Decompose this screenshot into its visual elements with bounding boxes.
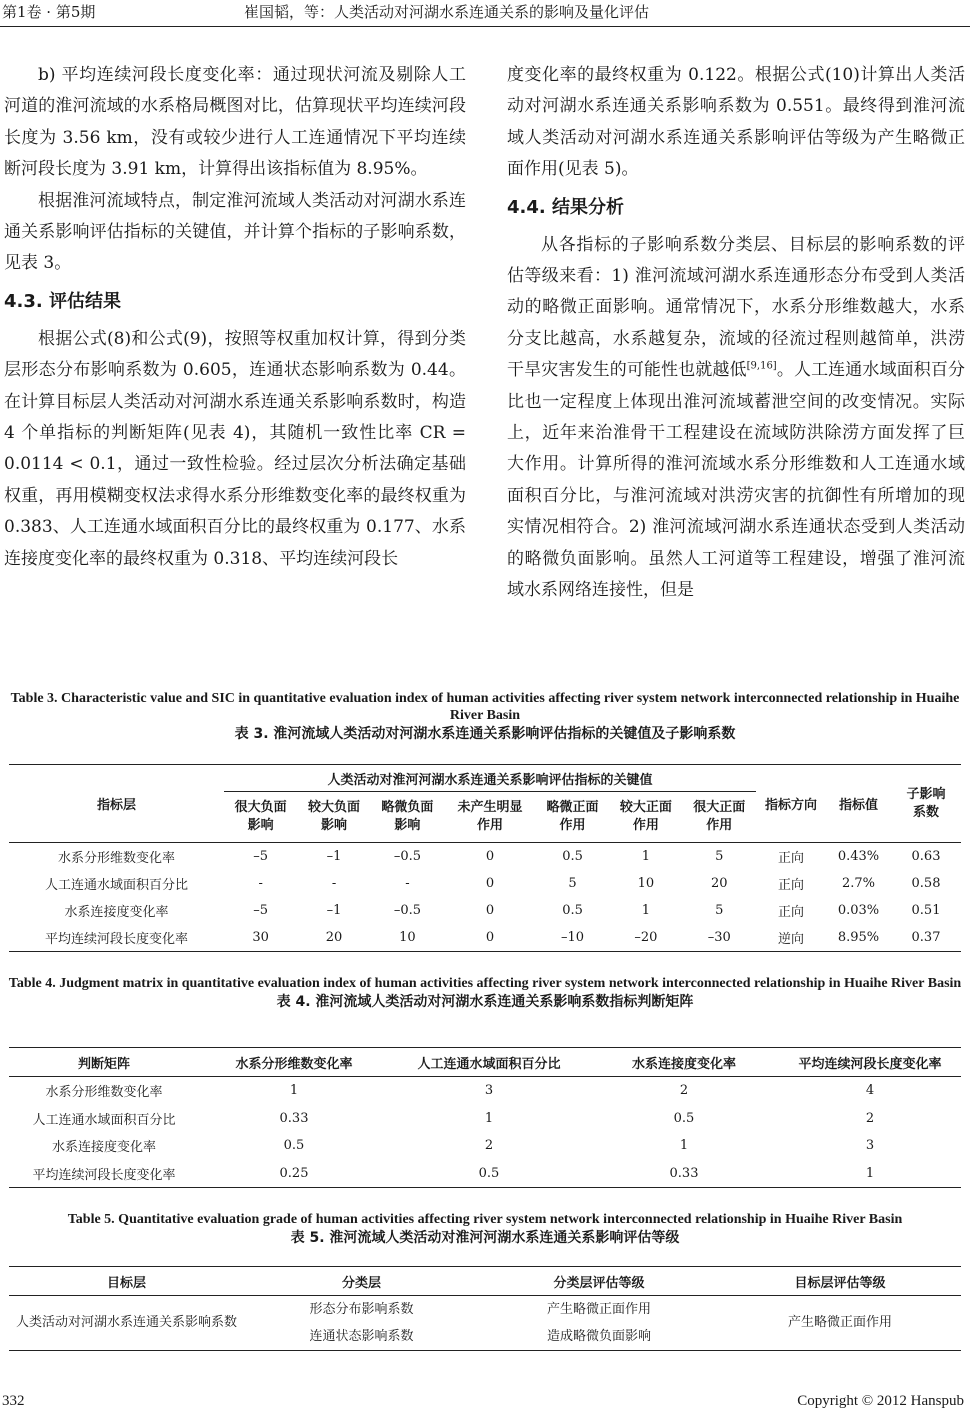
table-cell: 0.51: [911, 903, 941, 918]
table-cell: 正向: [777, 878, 804, 893]
table-row: [9, 870, 961, 897]
column-header: 分类层: [244, 1267, 479, 1296]
table-row: [9, 897, 961, 924]
row-label: 人工连通水域面积百分比: [44, 878, 188, 893]
table-cell: -: [258, 876, 263, 891]
header-grade: 很大正面 作用: [683, 792, 756, 843]
table-row: [9, 1105, 961, 1133]
table-cell: –5: [253, 849, 269, 864]
table-cell: 0.5: [562, 849, 583, 864]
header-value: 指标值: [826, 765, 891, 843]
table-cell: 5: [568, 876, 577, 891]
running-header: [0, 0, 970, 27]
column-header: 目标层: [9, 1267, 244, 1296]
table4-caption: Table 4. Judgment matrix in quantitative evaluation index of human activities affecting river system network interconnected relationship in Huaihe River Basin 表 4. 淮河流域人类活动对河湖水系连通关系影响系数指标判断矩阵: [8, 976, 962, 1010]
table-cell: –1: [326, 849, 342, 864]
section-heading-4-4: 4.4. 结果分析: [507, 196, 624, 218]
table-cell: 造成略微负面影响: [546, 1328, 651, 1344]
table-cell: 0.25: [279, 1165, 309, 1181]
table-cell: –30: [707, 930, 731, 945]
table-cell: 0: [485, 876, 495, 891]
left-column: [4, 60, 466, 575]
table-cell: 20: [325, 930, 343, 945]
table-cell: 8.95%: [837, 930, 880, 945]
table-cell: 1: [289, 1083, 299, 1099]
table-cell: –5: [253, 903, 269, 918]
table-cell: 1: [484, 1110, 494, 1126]
header-key-values: 人类活动对淮河河湖水系连通关系影响评估指标的关键值: [224, 765, 756, 792]
table-cell: 0.03%: [837, 903, 880, 918]
table-cell: 1: [679, 1138, 689, 1154]
table-cell: 2: [679, 1083, 689, 1099]
table3-caption: Table 3. Characteristic value and SIC in quantitative evaluation index of human activities affecting river system network interconnected relationship in Huaihe River Basin 表 3. 淮河流域人类活动对河湖水系连通关系影响评估指标的关键值及子影响系数: [10, 691, 960, 742]
table-cell: 0: [485, 849, 495, 864]
table-cell: 1: [641, 903, 651, 918]
table-row: [9, 1296, 961, 1324]
table-cell: 0.33: [669, 1165, 699, 1181]
header-sic: 子影响 系数: [891, 765, 961, 843]
table-cell: 2.7%: [841, 876, 876, 891]
table-cell: 30: [252, 930, 269, 945]
header-grade: 略微正面 作用: [536, 792, 609, 843]
target-grade-cell: 产生略微正面作用: [787, 1315, 892, 1330]
column-header: 平均连续河段长度变化率: [779, 1048, 961, 1077]
header-grade: 略微负面 影响: [371, 792, 444, 843]
target-layer-cell: 人类活动对河湖水系连通关系影响系数: [15, 1315, 237, 1330]
column-header: 水系连接度变化率: [589, 1048, 779, 1077]
row-label: 水系分形维数变化率: [57, 851, 175, 866]
table-cell: –0.5: [393, 849, 422, 864]
column-header: 水系分形维数变化率: [199, 1048, 389, 1077]
header-grade: 较大负面 影响: [297, 792, 370, 843]
table-row: [9, 1132, 961, 1160]
table-cell: –1: [326, 903, 342, 918]
volume-issue: 第1卷 · 第5期: [2, 3, 96, 21]
header-grade: 较大正面 作用: [609, 792, 682, 843]
copyright: Copyright © 2012 Hanspub: [797, 1393, 964, 1409]
row-label: 平均连续河段长度变化率: [44, 932, 188, 947]
table-5: [9, 1266, 961, 1351]
table-4: [9, 1047, 961, 1188]
table-cell: 正向: [777, 905, 804, 920]
table-cell: 0.5: [478, 1165, 500, 1181]
table-cell: 0.5: [562, 903, 583, 918]
right-column: [507, 60, 965, 607]
table-cell: 4: [865, 1083, 875, 1099]
paragraph: b) 平均连续河段长度变化率：通过现状河流及剔除人工河道的淮河流域的水系格局概图对比，估算现状平均连续河段长度为 3.56 km，没有或较少进行人工连通情况下平均连续断河段长度为 3.91 km，计算得出该指标值为 8.95%。: [4, 65, 466, 180]
table-cell: 逆向: [777, 932, 804, 947]
paragraph: 从各指标的子影响系数分类层、目标层的影响系数的评估等级来看：1) 淮河流域河湖水系连通形态分布受到人类活动的略微正面影响。通常情况下，水系分形维数越大，水系分支比越高，水系越复杂，流域的径流过程则越简单，洪涝干旱灾害发生的可能性也就越低[9,16]。人工连通水域面积百分比也一定程度上体现出淮河流域蓄泄空间的改变情况。实际上，近年来治淮骨干工程建设在流域防洪除涝方面发挥了巨大作用。计算所得的淮河流域水系分形维数和人工连通水域面积百分比，与淮河流域对洪涝灾害的抗御性有所增加的现实情况相符合。2) 淮河流域河湖水系连通状态受到人类活动的略微负面影响。虽然人工河道等工程建设，增强了淮河流域水系网络连接性，但是: [507, 234, 966, 601]
table-row: [9, 1077, 961, 1105]
section-heading-4-3: 4.3. 评估结果: [4, 290, 121, 312]
header-grade: 很大负面 影响: [224, 792, 297, 843]
table-cell: 1: [641, 849, 651, 864]
table-cell: 0.37: [911, 930, 941, 945]
table-cell: 形态分布影响系数: [309, 1301, 414, 1317]
table-cell: 1: [865, 1165, 875, 1181]
table-cell: 产生略微正面作用: [546, 1301, 651, 1317]
row-label: 人工连通水域面积百分比: [32, 1112, 176, 1128]
table-3: [9, 764, 961, 952]
row-label: 水系连接度变化率: [51, 1140, 156, 1156]
table-cell: 0: [485, 930, 495, 945]
table-row: [9, 1160, 961, 1188]
table-cell: 连通状态影响系数: [309, 1328, 414, 1344]
table-row: [9, 843, 961, 871]
header-grade: 未产生明显 作用: [444, 792, 536, 843]
header-index-layer: 指标层: [9, 765, 224, 843]
table-cell: 0.58: [911, 876, 941, 891]
table-cell: 0.5: [283, 1138, 305, 1154]
table5-caption: Table 5. Quantitative evaluation grade of human activities affecting river system network interconnected relationship in Huaihe River Basin 表 5. 淮河流域人类活动对淮河河湖水系连通关系影响评估等级: [67, 1212, 903, 1246]
table-cell: 5: [715, 903, 724, 918]
column-header: 分类层评估等级: [479, 1267, 719, 1296]
table-cell: 20: [711, 876, 728, 891]
table-row: [9, 924, 961, 952]
table-cell: 10: [637, 876, 655, 891]
row-label: 水系连接度变化率: [64, 905, 169, 920]
header-direction: 指标方向: [756, 765, 826, 843]
paragraph: 根据淮河流域特点，制定淮河流域人类活动对河湖水系连通关系影响评估指标的关键值，并计算个指标的子影响系数，见表 3。: [4, 190, 466, 274]
table-cell: 10: [399, 930, 416, 945]
table-cell: -: [331, 876, 337, 891]
table-cell: 3: [865, 1138, 875, 1154]
paragraph: 度变化率的最终权重为 0.122。根据公式(10)计算出人类活动对河湖水系连通关系影响系数为 0.551。最终得到淮河流域人类活动对河湖水系连通关系影响评估等级为产生略微正面作用(见表 5)。: [507, 65, 965, 180]
column-header: 判断矩阵: [9, 1048, 199, 1077]
page-number: 332: [2, 1393, 25, 1409]
table-cell: 2: [865, 1110, 875, 1126]
table-cell: 2: [484, 1138, 494, 1154]
table-cell: 0.33: [279, 1110, 309, 1126]
row-label: 水系分形维数变化率: [45, 1085, 163, 1101]
row-label: 平均连续河段长度变化率: [32, 1167, 176, 1183]
column-header: 人工连通水域面积百分比: [389, 1048, 589, 1077]
table-cell: 0: [485, 903, 495, 918]
running-title: 崔国韬，等：人类活动对河湖水系连通关系的影响及量化评估: [244, 3, 650, 21]
paragraph: 根据公式(8)和公式(9)，按照等权重加权计算，得到分类层形态分布影响系数为 0.605，连通状态影响系数为 0.44。在计算目标层人类活动对河湖水系连通关系影响系数时，构造 4 个单指标的判断矩阵(见表 4)，其随机一致性比率 CR = 0.0114 < 0.1，通过一致性检验。经过层次分析法确定基础权重，再用模糊变权法求得水系分形维数变化率的最终权重为 0.383、人工连通水域面积百分比的最终权重为 0.177、水系连接度变化率的最终权重为 0.318、平均连续河段长: [4, 328, 466, 569]
table-cell: 5: [715, 849, 724, 864]
column-header: 目标层评估等级: [719, 1267, 961, 1296]
table-cell: –20: [634, 930, 658, 945]
table-cell: 0.5: [673, 1110, 695, 1126]
table-cell: 0.43%: [837, 849, 880, 864]
table-cell: -: [405, 876, 410, 891]
citation-ref[interactable]: [9,16]: [746, 360, 777, 372]
table-cell: –0.5: [393, 903, 422, 918]
table-cell: 0.63: [911, 849, 941, 864]
table-cell: 3: [484, 1083, 494, 1099]
table-cell: –10: [561, 930, 585, 945]
table-cell: 正向: [777, 851, 804, 866]
